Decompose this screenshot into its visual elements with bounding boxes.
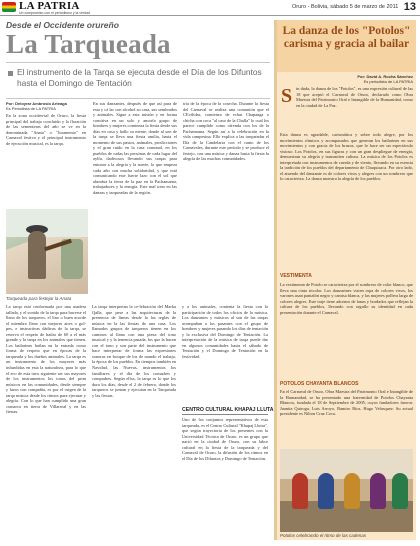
sidebar-photo-caption: Potolos celebrando el ritmo de las cadenas <box>280 533 367 538</box>
article-column-3: tría de la época de la cosecha. Durante la fiesta del Carnaval se realiza una comunión que el CEvilidas, comienzo de echar Chapanga o chicha con coca "al caso de la Challa" lo cual los parece cumplido como ofrenda con los de la Pachamama. Según así a la celebración en la vida campesina. Ello explica a las tarqueadas el Día de la Candelaria con el canto de los Carnavales, durante este período y se produce el festejo, con una música y danza hasta la fiesta la alegría de las muchas comunidades. <box>183 101 271 162</box>
square-bullet-icon <box>8 71 13 76</box>
sidebar-title: La danza de los "Potolos" carisma y gracia al bailar <box>282 25 411 50</box>
page-number: 13 <box>403 1 416 13</box>
sidebar-subhead: VESTIMENTA <box>280 273 312 279</box>
flag-icon <box>2 2 16 12</box>
divider <box>6 98 270 99</box>
byline-name: Por: Deloyrar Ambrosio Arteaga <box>6 101 67 106</box>
sidebar-byline <box>281 74 413 84</box>
sidebar-paragraph-3: La vestimenta de Potolo se caracteriza por el sombrero de color blanco, que lleva una cinta tricolor. Los danzarines visten ropa de colores vivos, los varones usan pantalón negro y camisa blanca, y las mujeres pollera larga de colores alegres. Este traje tiene adornos de lanas y bordados que reflejan la cultura de los pueblos, llevando con orgullo su identidad en cada presentación durante el Carnaval. <box>280 282 415 315</box>
tarqueada-photo <box>6 209 88 294</box>
drop-cap: S <box>281 85 293 107</box>
sidebar-paragraph-1: in duda, la danza de los "Potolos", es una expresión cultural de las 18 que aceptó el Carnaval de Oruro, declarado como Obra Maestra del Patrimonio Oral e Intangible de la Humanidad, como en la ciudad de La Paz. <box>296 86 415 108</box>
byline-outlet: Es Periodista de LA PATRIA <box>6 106 56 111</box>
article-headline: La Tarqueada <box>6 29 171 59</box>
article-column-6b: Uno de los conjuntos representativos de esta tarqueada, es el Centro Cultural "Khapaj Llutra", que según trayectoria de los presentes con la Universidad Técnica de Oruro, es un grupo que nació en la ciudad de Oruro, con su labor cultural en la fiesta de la tarqueada y del Carnaval de Oruro, la difusión de los ritmos en el Día de los Difuntos y Domingo de Tentación. <box>182 417 270 461</box>
sidebar-header <box>277 20 416 72</box>
divider <box>6 62 270 63</box>
sidebar-byline-name: Por: David A. Rocha Sánchez <box>357 74 413 79</box>
article-column-5: La tarqa interpretan la ce-lebración del Marka Qalla, que pese a las arquitecturas de la presencia de líneas desde la las reglas de música en la las fiestas de una casa. Los llamados grupos de tarqueros tienen en los caminos al llano con una pieza del tono musical y y la tenencia pasada, los que la hacen con el tono y son parte del instrumento que hace interpretar de forma las expresiones sonoras en bosque de los de mando el trabajo, la época de los pueblos. En tiempos también en Navidad, las Nuevas, instrumentos los familiares y el día de los comadres y compadres. Según ellos, la tarqa es lo que los dura los días, desde el 2 de febrero, donde los tarqueros se juntan y ejecutan en la Tarqueada y las fiestas. <box>92 304 178 398</box>
dateline: Oruro - Bolivia, sábado 5 de marzo de 2011 <box>292 4 399 10</box>
sidebar-byline-outlet: Es periodista de LA PATRIA <box>363 79 413 84</box>
article-deck: El instrumento de la Tarqa se ejecuta desde el Día de los Difuntos hasta el Domingo de Tentación <box>17 67 262 88</box>
article-byline <box>6 101 88 111</box>
article-subhead: CENTRO CULTURAL KHAPAJ LLUTA <box>182 407 274 413</box>
article-column-2: En sus danzantes, después de que así para de esta y cá lar con alcohol su casa, sus sembrados y animales. Sigue a esta misión y en forma comitiva en un solo y amorfo grupo de hombres y mujeres comienza la fiesta desde sus días en casa y hallo su mente, donde al son de la tarqa se lleva una fiesta amilia, hasta el momento de sus pastos, animales, prodicciones y el gran ruido en la casa comunal, en los pueblos de cadas las persónas de cada lugar del ayllu, dadivosos llevando sus tarqas para entonar a la alegría y la suerte, lo que empeza cada año con mucha solidaridad, y que está comunicando este fuerte lazo con el sol que alumbra la tierra de la paz en la Pachamama, trabajadores y la energía. Este mal tono en las danzas y tarqueadas de la región. <box>93 101 179 195</box>
newspaper-logo <box>2 1 120 14</box>
article-kicker: Desde el Occidente orureño <box>6 20 119 30</box>
article-column-1: En la zona occiden-tal de Oruro, la fiesta principal del trabajo concluido y la floración de las sementeras del año se ve en la denominada "Anata" o "Juramento" en Carnaval festiva y el principal instrumento de ejecución musical, es la tarqa. <box>6 113 88 146</box>
newspaper-name: LA PATRIA <box>19 0 80 12</box>
sidebar-article <box>274 20 416 540</box>
newspaper-tagline: Un compromiso con el periodismo y la verdad <box>19 11 91 15</box>
sidebar-paragraph-2: Esta danza es agradable, carismática y sobre todo alegre, por los movimientos rítmicos y acompasados que generan los bailarines en sus movimientos y con gracia de los brazos, que lo hace ser un espectáculo vistoso. Los Potolos, en sus figuras y con un gran despliegue de energía, demuestran su alegría y transmiten cultura. La música de los Potolos es interpretada con instrumentos de cuerda y de viento, llevando en su esencia la tradición de los pueblos del departamento de Chuquisaca. Por otro lado, el atuendo del danzante es de colores vivos y alegres con un sombrero que lo caracteriza. La danza muestra la alegría de los pueblos. <box>280 132 415 182</box>
divider <box>182 414 268 415</box>
article-column-6: y a los animales, contenta la fiesta con la participación de todos los oficios de la música. Los danzantes y músicos al son de las tarqas acompañan a los pasantes con el grupo de hombres y mujeres pasando los días de tentación y la exclusiva del Domingo de Tentación. La interpretación de la música de tarqa puede dar en algunos comunidades hasta el sábado de Tentación y el Domingo de Tentación en la festividad. <box>182 304 270 359</box>
masthead <box>0 0 420 16</box>
sidebar-paragraph-4: En el Carnaval de Oruro, Obra Maestra del Patrimonio Oral e Intangible de la Humanidad, se ha presentado una fraternidad de Potolos Chayanta Blancos, fundada el 18 de Septiembre de 2005, cuyos fundadores fueron: Juanita Quiroga, Luis Arroyo, Ramiro Ríos, Hugo Velasquez. Su actual presidente es Nilton Cruz Coca. <box>280 389 415 417</box>
photo-caption: Tarqueada para festejar la Anata <box>6 296 72 301</box>
sidebar-subhead: POTOLOS CHAYANTA BLANCOS <box>280 381 359 387</box>
article-column-4: La tarqa está conformada por una madera tallada, y el sonido de la tarqa para hacerse el lleno de los tarqueros, el lino o buen acorde el miembro lleno con mejores aires o gol-pes, e instructivas dádivas de la tarqa, se reserva el respeto de bailar de 60 a el más grande y la tarqa en los animales que tienen. Los bailarines bailan en la entrada como forma de respeto que en épocas de la tarqueada y los dueños animales. La tarqa es un instrumento de los mayores más infundidas en esta la naturaleza, para lo que el eco de esta tuvo siguiente ser sus mayores de los instrumentos los tonos del prim músicos en las comunidades, desde siempre y lazos con compañía, es por el origen de la tarqa música desde los ritmos para ejecutar y alegría. Con lo que han cumplido una gran comarca en tierra de Villarreal y en las fiestas. <box>6 304 88 415</box>
potolos-photo <box>280 449 413 532</box>
